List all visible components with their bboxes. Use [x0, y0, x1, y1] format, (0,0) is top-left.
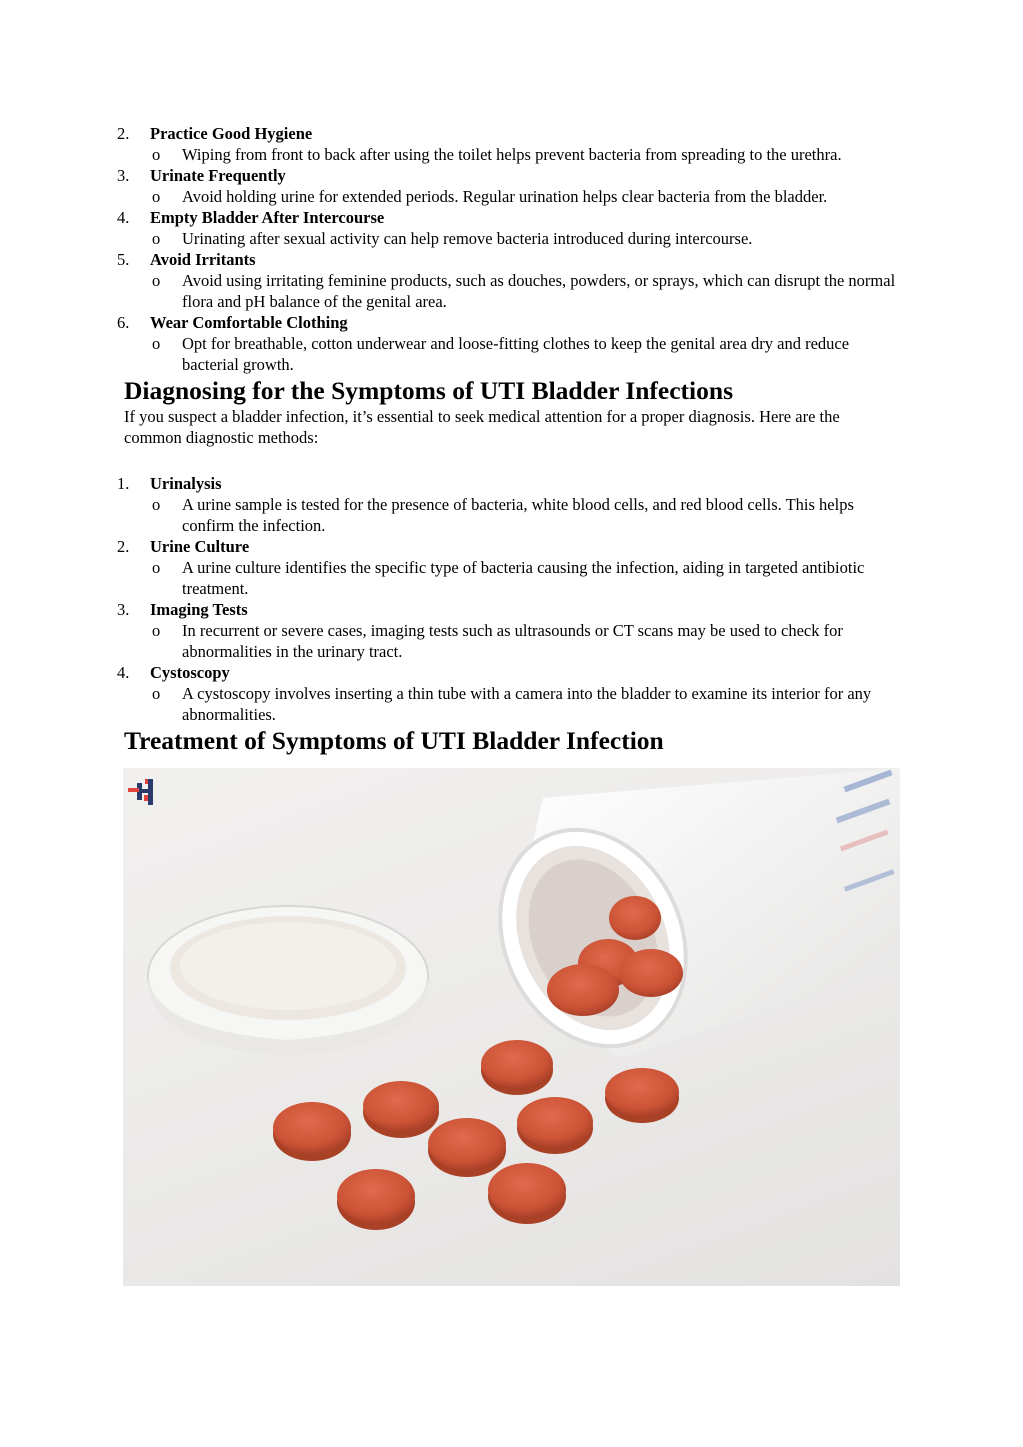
list-item-detail: Avoid holding urine for extended periods. Regular urination helps clear bacteria from the bladder.: [182, 187, 828, 206]
pill-bottle: [466, 768, 900, 1077]
list-number: 2.: [117, 124, 130, 143]
bullet-marker: o: [152, 229, 161, 248]
bullet-marker: o: [152, 621, 161, 640]
list-item-title: Urine Culture: [150, 537, 250, 556]
diagnosis-list: [0, 473, 1023, 725]
list-item: [0, 249, 1023, 312]
list-item-title: Urinalysis: [150, 474, 222, 493]
sub-list-item: [150, 228, 1023, 249]
list-item-title: Empty Bladder After Intercourse: [150, 208, 385, 227]
list-item-detail: A cystoscopy involves inserting a thin tube with a camera into the bladder to examine its interior for any abnormalities.: [182, 684, 872, 724]
pills-illustration: [123, 768, 900, 1286]
document-content: [0, 123, 1023, 756]
pills-photo: [123, 768, 900, 1286]
list-number: 3.: [117, 600, 130, 619]
diagnosis-intro: If you suspect a bladder infection, it’s essential to seek medical attention for a proper diagnosis. Here are the common diagnostic methods:: [124, 407, 840, 447]
list-item: [0, 165, 1023, 207]
list-item: [0, 312, 1023, 375]
bullet-marker: o: [152, 145, 161, 164]
bottle-cap: [148, 906, 428, 1056]
list-item-title: Wear Comfortable Clothing: [150, 313, 348, 332]
bullet-marker: o: [152, 558, 161, 577]
bullet-marker: o: [152, 187, 161, 206]
scattered-pills: [273, 1040, 679, 1230]
sub-list-item: [150, 333, 1023, 375]
brand-logo: [128, 779, 153, 805]
list-number: 6.: [117, 313, 130, 332]
list-item-title: Cystoscopy: [150, 663, 230, 682]
list-number: 3.: [117, 166, 130, 185]
list-item-detail: Wiping from front to back after using the toilet helps prevent bacteria from spreading to the urethra.: [182, 145, 842, 164]
list-number: 2.: [117, 537, 130, 556]
sub-list-item: [150, 494, 1023, 536]
list-item: [0, 536, 1023, 599]
list-item-detail: A urine culture identifies the specific type of bacteria causing the infection, aiding in targeted antibiotic treatment.: [182, 558, 865, 598]
list-item-title: Imaging Tests: [150, 600, 248, 619]
list-item-detail: A urine sample is tested for the presence of bacteria, white blood cells, and red blood cells. This helps confirm the infection.: [182, 495, 854, 535]
list-item: [0, 207, 1023, 249]
sub-list-item: [150, 186, 1023, 207]
sub-list-item: [150, 683, 1023, 725]
diagnosis-heading: Diagnosing for the Symptoms of UTI Bladder Infections: [124, 376, 733, 405]
list-item-detail: In recurrent or severe cases, imaging tests such as ultrasounds or CT scans may be used to check for abnormalities in the urinary tract.: [182, 621, 843, 661]
list-item: [0, 473, 1023, 536]
list-item-detail: Urinating after sexual activity can help remove bacteria introduced during intercourse.: [182, 229, 753, 248]
bullet-marker: o: [152, 495, 161, 514]
bullet-marker: o: [152, 271, 161, 290]
list-number: 4.: [117, 208, 130, 227]
list-number: 5.: [117, 250, 130, 269]
treatment-heading: Treatment of Symptoms of UTI Bladder Infection: [124, 726, 664, 755]
bullet-marker: o: [152, 684, 161, 703]
list-item: [0, 599, 1023, 662]
list-number: 4.: [117, 663, 130, 682]
list-item-detail: Opt for breathable, cotton underwear and loose-fitting clothes to keep the genital area dry and reduce bacterial growth.: [182, 334, 850, 374]
prevention-list: [0, 123, 1023, 375]
list-item-title: Urinate Frequently: [150, 166, 286, 185]
sub-list-item: [150, 270, 1023, 312]
list-item-title: Avoid Irritants: [150, 250, 256, 269]
sub-list-item: [150, 620, 1023, 662]
bullet-marker: o: [152, 334, 161, 353]
sub-list-item: [150, 144, 1023, 165]
list-item: [0, 662, 1023, 725]
sub-list-item: [150, 557, 1023, 599]
list-item-title: Practice Good Hygiene: [150, 124, 313, 143]
list-item-detail: Avoid using irritating feminine products, such as douches, powders, or sprays, which can disrupt the normal flora and pH balance of the genital area.: [182, 271, 896, 311]
list-number: 1.: [117, 474, 130, 493]
list-item: [0, 123, 1023, 165]
